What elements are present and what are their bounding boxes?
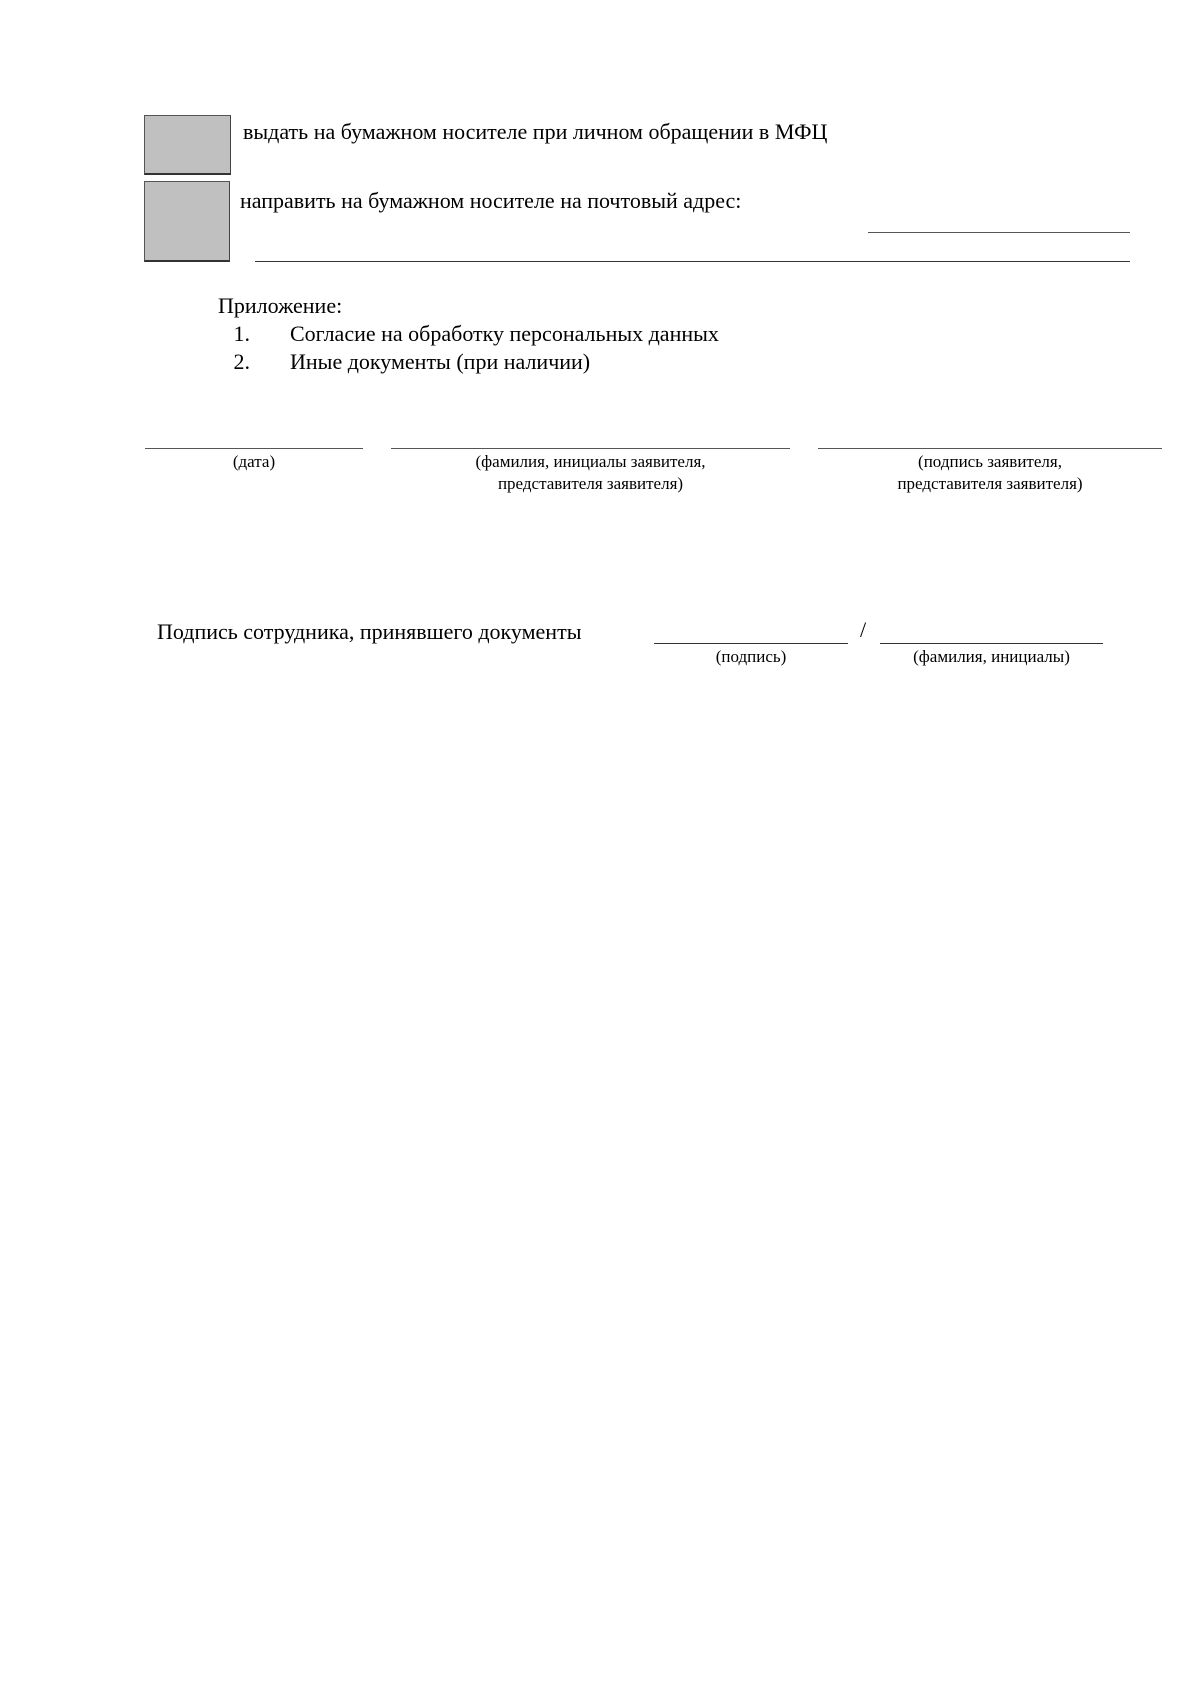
applicant-name-caption: (фамилия, инициалы заявителя, представителя заявителя) xyxy=(475,452,706,493)
delivery-option-label-by-mail: направить на бумажном носителе на почтовый адрес: xyxy=(240,188,742,213)
applicant-name-line[interactable] xyxy=(391,448,790,449)
date-caption: (дата) xyxy=(232,452,276,471)
attachments-title: Приложение: xyxy=(218,293,343,318)
delivery-option-checkbox-in-person[interactable] xyxy=(144,115,231,175)
postal-address-line-1[interactable] xyxy=(868,232,1130,233)
applicant-signature-caption: (подпись заявителя, представителя заявителя) xyxy=(897,452,1083,493)
staff-signature-line[interactable] xyxy=(654,643,848,644)
staff-separator: / xyxy=(860,617,867,642)
applicant-signature-line[interactable] xyxy=(818,448,1162,449)
staff-signature-caption: (подпись) xyxy=(715,647,787,666)
attachment-number: 1. xyxy=(233,321,250,346)
staff-name-line[interactable] xyxy=(880,643,1103,644)
postal-address-line-2[interactable] xyxy=(255,261,1130,262)
attachment-label: Согласие на обработку персональных данных xyxy=(290,321,719,346)
attachment-label: Иные документы (при наличии) xyxy=(290,349,591,374)
staff-signature-label: Подпись сотрудника, принявшего документы xyxy=(157,619,582,644)
delivery-option-label-in-person: выдать на бумажном носителе при личном обращении в МФЦ xyxy=(243,119,828,144)
attachment-number: 2. xyxy=(233,349,250,374)
attachment-item xyxy=(210,321,910,347)
delivery-option-checkbox-by-mail[interactable] xyxy=(144,181,230,262)
staff-name-caption: (фамилия, инициалы) xyxy=(913,647,1070,666)
attachment-item xyxy=(210,349,910,375)
date-line[interactable] xyxy=(145,448,363,449)
